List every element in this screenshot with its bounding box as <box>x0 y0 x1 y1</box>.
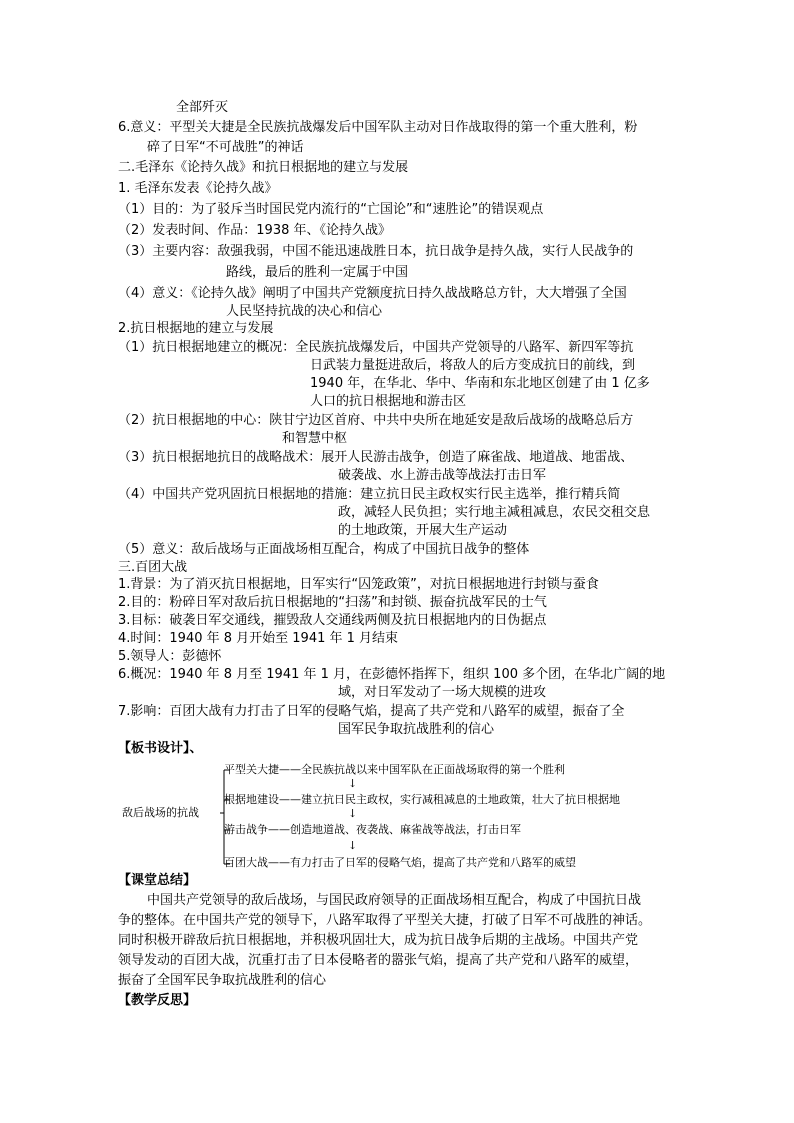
text-line: （5）意义：敌后战场与正面战场相互配合，构成了中国抗日战争的整体 <box>118 542 530 557</box>
board-heading: 【板书设计】、 <box>118 741 203 756</box>
text-line: 5.领导人：彭德怀 <box>118 649 222 664</box>
text-line: 路线，最后的胜利一定属于中国 <box>226 265 409 280</box>
reflection-heading: 【教学反思】 <box>118 993 197 1008</box>
subsection-heading: 2.抗日根据地的建立与发展 <box>118 321 274 336</box>
text-line: 6.意义：平型关大捷是全民族抗战爆发后中国军队主动对日作战取得的第一个重大胜利，粉 <box>118 120 638 135</box>
text-line: 全部歼灭 <box>176 100 229 115</box>
text-line: （1）抗日根据地建立的概况：全民族抗战爆发后，中国共产党领导的八路军、新四军等抗 <box>118 340 634 355</box>
text-line: 和智慧中枢 <box>282 431 348 446</box>
text-line: 6.概况：1940 年 8 月至 1941 年 1 月，在彭德怀指挥下，组织 100 多个团，在华北广阔的地 <box>118 667 666 682</box>
text-line: 1.背景：为了消灭抗日根据地，日军实行“囚笼政策”，对抗日根据地进行封锁与蚕食 <box>118 577 599 592</box>
down-arrow-icon: ↓ <box>348 807 358 820</box>
text-line: （3）抗日根据地抗日的战略战术：展开人民游击战争，创造了麻雀战、地道战、地雷战、 <box>118 450 634 465</box>
text-line: 碎了日军“不可战胜”的神话 <box>147 140 304 155</box>
text-line: （2）发表时间、作品：1938 年、《论持久战》 <box>118 223 391 238</box>
text-line: 政，减轻人民负担；实行地主减租减息，农民交租交息 <box>338 505 651 520</box>
text-line: 破袭战、水上游击战等战法打击日军 <box>338 468 547 483</box>
text-line: （4）中国共产党巩固抗日根据地的措施：建立抗日民主政权实行民主选举，推行精兵简 <box>118 487 621 502</box>
summary-line: 同时积极开辟敌后抗日根据地，并积极巩固壮大，成为抗日战争后期的主战场。中国共产党 <box>118 933 639 948</box>
summary-line: 领导发动的百团大战，沉重打击了日本侵略者的嚣张气焰，提高了共产党和八路军的威望， <box>118 953 639 968</box>
text-line: 的土地政策，开展大生产运动 <box>338 523 508 538</box>
summary-line: 争的整体。在中国共产党的领导下，八路军取得了平型关大捷，打破了日军不可战胜的神话。 <box>118 913 652 928</box>
board-item-hundred-regiments: 百团大战——有力打击了日军的侵略气焰，提高了共产党和八路军的威望 <box>224 856 576 869</box>
summary-line: 振奋了全国军民争取抗战胜利的信心 <box>118 973 327 988</box>
board-item-base-building: 根据地建设——建立抗日民主政权，实行减租减息的土地政策，壮大了抗日根据地 <box>224 793 620 806</box>
text-line: （2）抗日根据地的中心：陕甘宁边区首府、中共中央所在地延安是敌后战场的战略总后方 <box>118 413 634 428</box>
board-diagram <box>118 760 678 872</box>
text-line: 人民坚持抗战的决心和信心 <box>226 304 383 319</box>
text-line: （3）主要内容：敌强我弱，中国不能迅速战胜日本，抗日战争是持久战，实行人民战争的 <box>118 244 634 259</box>
text-line: 3.目标：破袭日军交通线，摧毁敌人交通线两侧及抗日根据地内的日伪据点 <box>118 613 547 628</box>
text-line: 2.目的：粉碎日军对敌后抗日根据地的“扫荡”和封锁、振奋抗战军民的士气 <box>118 595 547 610</box>
text-line: 7.影响：百团大战有力打击了日军的侵略气焰，提高了共产党和八路军的威望，振奋了全 <box>118 704 625 719</box>
text-line: 人口的抗日根据地和游击区 <box>310 394 467 409</box>
section-heading: 三.百团大战 <box>118 560 188 575</box>
board-item-pingxingguan: 平型关大捷——全民族抗战以来中国军队在正面战场取得的第一个胜利 <box>224 763 565 776</box>
board-root: 敌后战场的抗战 <box>122 806 199 819</box>
subsection-heading: 1. 毛泽东发表《论持久战》 <box>118 181 278 196</box>
text-line: （1）目的：为了驳斥当时国民党内流行的“亡国论”和“速胜论”的错误观点 <box>118 202 544 217</box>
section-heading: 二.毛泽东《论持久战》和抗日根据地的建立与发展 <box>118 160 409 175</box>
summary-line: 中国共产党领导的敌后战场，与国民政府领导的正面战场相互配合，构成了中国抗日战 <box>147 893 642 908</box>
text-line: 域，对日军发动了一场大规模的进攻 <box>338 685 547 700</box>
board-item-guerrilla: 游击战争——创造地道战、夜袭战、麻雀战等战法，打击日军 <box>224 823 521 836</box>
down-arrow-icon: ↓ <box>348 777 358 790</box>
text-line: 4.时间：1940 年 8 月开始至 1941 年 1 月结束 <box>118 631 399 646</box>
down-arrow-icon: ↓ <box>348 839 358 852</box>
text-line: 1940 年，在华北、华中、华南和东北地区创建了由 1 亿多 <box>310 376 650 391</box>
text-line: （4）意义：《论持久战》阐明了中国共产党额度抗日持久战战略总方针，大大增强了全国 <box>118 286 627 301</box>
text-line: 日武装力量挺进敌后，将敌人的后方变成抗日的前线，到 <box>310 358 636 373</box>
summary-heading: 【课堂总结】 <box>118 873 197 888</box>
text-line: 国军民争取抗战胜利的信心 <box>338 722 495 737</box>
